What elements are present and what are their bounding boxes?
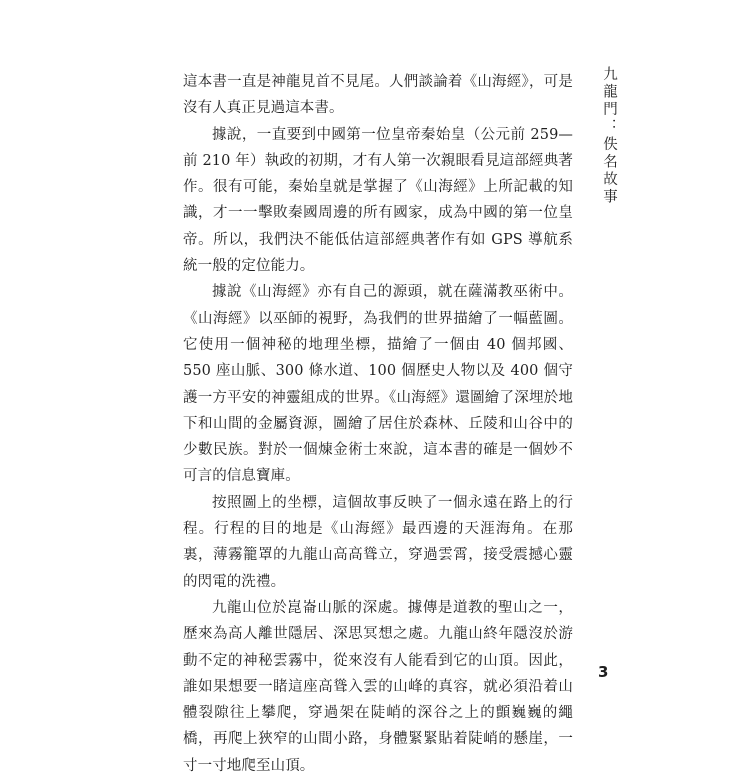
paragraph-3: 據說《山海經》亦有自己的源頭，就在薩滿教巫術中。《山海經》以巫師的視野，為我們的世界描繪了一幅藍圖。它使用一個神秘的地理坐標，描繪了一個由 40 個邦國、550 座山脈、300 條水道、100 個歷史人物以及 400 個守護一方平安的神靈組成的世界。《山海經》還圖繪了深埋於地下和山間的金屬資源，圖繪了居住於森林、丘陵和山谷中的少數民族。對於一個煉金術士來說，這本書的確是一個妙不可言的信息寶庫。 bbox=[183, 284, 573, 485]
paragraph-2: 據說，一直要到中國第一位皇帝秦始皇（公元前 259—前 210 年）執政的初期，才有人第一次親眼看見這部經典著作。很有可能，秦始皇就是掌握了《山海經》上所記載的知識，才一一擊敗秦國周邊的所有國家，成為中國的第一位皇帝。所以，我們決不能低估這部經典著作有如 GPS 導航系統一般的定位能力。 bbox=[183, 126, 573, 275]
paragraph-5: 九龍山位於崑崙山脈的深處。據傳是道教的聖山之一，歷來為高人離世隱居、深思冥想之處。九龍山終年隱沒於游動不定的神秘雲霧中，從來沒有人能看到它的山頂。因此，誰如果想要一睹這座高聳入雲的山峰的真容，就必須沿着山體裂隙往上攀爬，穿過架在陡峭的深谷之上的顫巍巍的繩橋，再爬上狹窄的山間小路，身體緊緊貼着陡峭的懸崖，一寸一寸地爬至山頂。 bbox=[183, 599, 573, 774]
paragraph-4: 按照圖上的坐標，這個故事反映了一個永遠在路上的行程。行程的目的地是《山海經》最西邊的天涯海角。在那裏，薄霧籠罩的九龍山高高聳立，穿過雲霄，接受震撼心靈的閃電的洗禮。 bbox=[183, 494, 573, 590]
body-text bbox=[183, 69, 573, 779]
running-head: 九龍門：佚名故事 bbox=[601, 66, 617, 206]
page-number: 3 bbox=[598, 663, 609, 681]
paragraph-1: 這本書一直是神龍見首不見尾。人們談論着《山海經》，可是沒有人真正見過這本書。 bbox=[183, 74, 573, 117]
